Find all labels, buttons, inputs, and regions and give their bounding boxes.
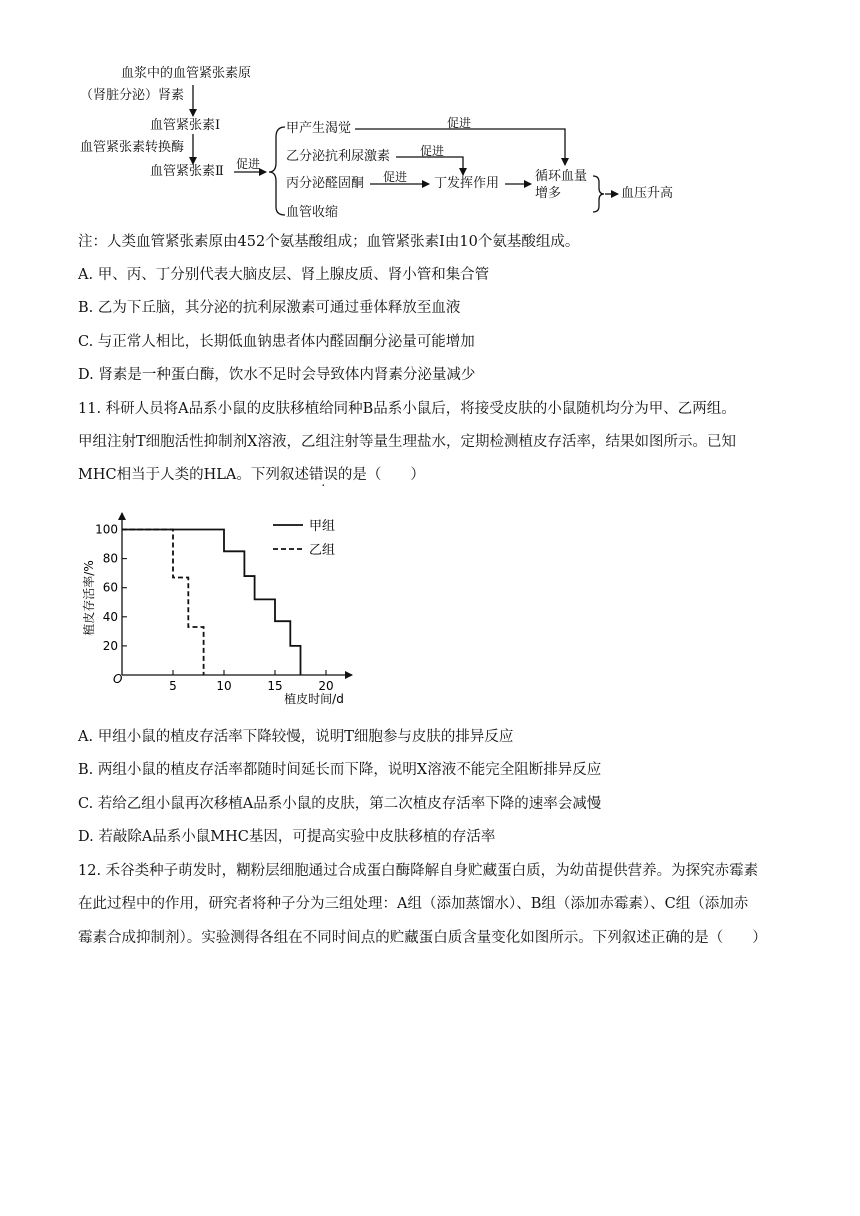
label-promote-b3: 促进 [383, 170, 408, 184]
node-jia-thirst: 甲产生渴觉 [286, 121, 352, 136]
node-angiotensin-1: 血管紧张素Ⅰ [150, 118, 221, 133]
label-promote-b2: 促进 [420, 144, 445, 158]
node-renin: （肾脏分泌）肾素 [80, 88, 185, 103]
q11-emphasis-wrong: 错误 [308, 467, 338, 483]
node-angiotensin-2: 血管紧张素Ⅱ [150, 164, 224, 179]
node-bing-aldosterone: 丙分泌醛固酮 [286, 176, 365, 191]
node-ding: 丁发挥作用 [434, 176, 500, 191]
q11-stem-line3-post: 的是（ ） [337, 467, 425, 483]
x-axis-label: 植皮时间/d [284, 692, 344, 706]
q11-stem-line3 [78, 465, 425, 485]
q11-option-c: C. 若给乙组小鼠再次移植A品系小鼠的皮肤，第二次植皮存活率下降的速率会减慢 [78, 796, 602, 812]
x-tick-label: 20 [318, 679, 334, 693]
legend-label-yi: 乙组 [309, 543, 336, 558]
node-bp-rise: 血压升高 [621, 186, 674, 201]
q12-stem-line3: 霉素合成抑制剂）。实验测得各组在不同时间点的贮藏蛋白质含量变化如图所示。下列叙述正确的是（ ） [78, 930, 767, 946]
label-promote-main: 促进 [236, 157, 261, 171]
y-tick-label: 60 [102, 580, 118, 595]
y-tick-label: 80 [102, 551, 118, 566]
node-angiotensinogen: 血浆中的血管紧张素原 [121, 66, 252, 81]
q10-option-a: A. 甲、丙、丁分别代表大脑皮层、肾上腺皮质、肾小管和集合管 [78, 267, 490, 283]
label-promote-b1: 促进 [447, 116, 472, 130]
diagram-note: 注：人类血管紧张素原由452个氨基酸组成；血管紧张素Ⅰ由10个氨基酸组成。 [78, 234, 580, 250]
x-tick-label: 10 [216, 679, 232, 693]
node-ace: 血管紧张素转换酶 [80, 140, 185, 155]
x-tick-label: 5 [169, 679, 177, 693]
flow-diagram-arrows [0, 0, 860, 230]
legend-label-jia: 甲组 [309, 519, 336, 534]
q11-option-a: A. 甲组小鼠的植皮存活率下降较慢，说明T细胞参与皮肤的排异反应 [78, 729, 514, 745]
skin-survival-chart [75, 505, 375, 715]
x-tick-label: 15 [267, 679, 283, 693]
q11-option-b: B. 两组小鼠的植皮存活率都随时间延长而下降，说明X溶液不能完全阻断排异反应 [78, 762, 602, 778]
y-tick-label: 100 [95, 522, 118, 537]
q11-option-d: D. 若敲除A品系小鼠MHC基因，可提高实验中皮肤移植的存活率 [78, 829, 496, 845]
series-line-jia [122, 530, 301, 676]
node-blood-volume-line2: 增多 [535, 186, 562, 201]
node-vasoconstriction: 血管收缩 [286, 205, 339, 220]
q10-option-b: B. 乙为下丘脑，其分泌的抗利尿激素可通过垂体释放至血液 [78, 300, 461, 316]
q12-stem-line1: 12. 禾谷类种子萌发时，糊粉层细胞通过合成蛋白酶降解自身贮藏蛋白质，为幼苗提供营养。为探究赤霉素 [78, 863, 759, 879]
right-brace [593, 176, 604, 212]
y-tick-label: 20 [102, 638, 118, 653]
q10-option-d: D. 肾素是一种蛋白酶，饮水不足时会导致体内肾素分泌量减少 [78, 367, 476, 383]
y-tick-label: 40 [102, 609, 118, 624]
series-line-yi [122, 530, 204, 676]
q10-option-c: C. 与正常人相比，长期低血钠患者体内醛固酮分泌量可能增加 [78, 334, 475, 350]
q11-stem-line1: 11. 科研人员将A品系小鼠的皮肤移植给同种B品系小鼠后，将接受皮肤的小鼠随机均分为甲、乙两组。 [78, 401, 736, 417]
y-axis-label: 植皮存活率/% [82, 560, 96, 636]
q11-stem-line2: 甲组注射T细胞活性抑制剂X溶液，乙组注射等量生理盐水，定期检测植皮存活率，结果如图所示。已知 [78, 434, 736, 450]
node-blood-volume-line1: 循环血量 [535, 169, 588, 184]
left-brace [269, 127, 285, 215]
node-yi-adh: 乙分泌抗利尿激素 [286, 149, 391, 164]
origin-label: O [113, 672, 123, 686]
q12-stem-line2: 在此过程中的作用，研究者将种子分为三组处理：A组（添加蒸馏水）、B组（添加赤霉素）、C组（添加赤 [78, 896, 749, 912]
q11-stem-line3-pre: MHC相当于人类的HLA。下列叙述 [78, 467, 309, 483]
